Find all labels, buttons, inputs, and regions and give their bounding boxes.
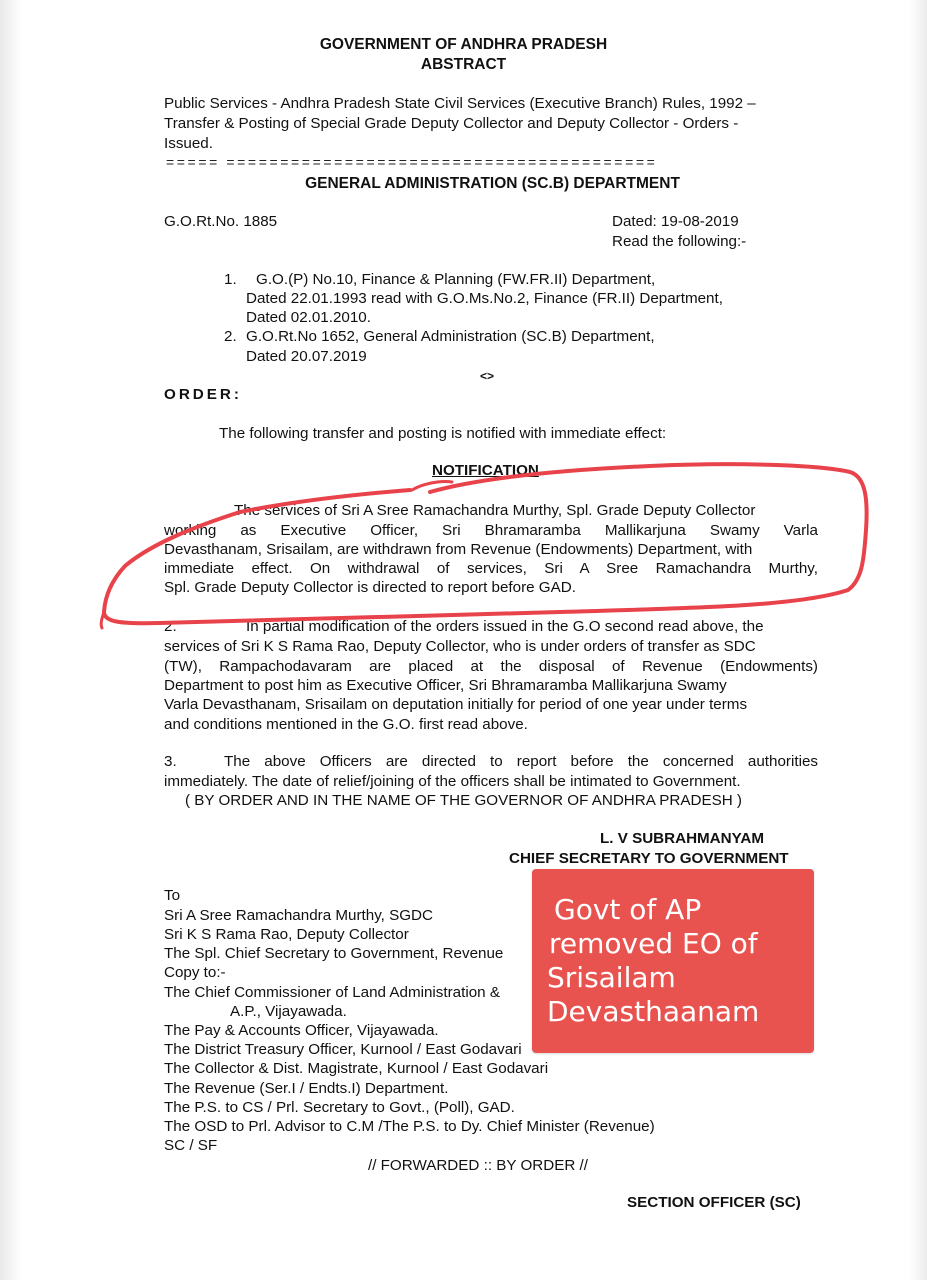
- copy-recipient-8: SC / SF: [164, 1137, 218, 1154]
- subject-line-1: Public Services - Andhra Pradesh State Civil Services (Executive Branch) Rules, 1992 –: [164, 95, 756, 112]
- para3-line-2: immediately. The date of relief/joining of the officers shall be intimated to Government.: [164, 773, 741, 790]
- go-date: Dated: 19-08-2019: [612, 213, 739, 230]
- order-intro: The following transfer and posting is notified with immediate effect:: [219, 425, 667, 442]
- para2-line-1: In partial modification of the orders issued in the G.O second read above, the: [246, 618, 764, 635]
- copy-recipient-6: The P.S. to CS / Prl. Secretary to Govt., (Poll), GAD.: [164, 1099, 515, 1116]
- subject-line-2: Transfer & Posting of Special Grade Deputy Collector and Deputy Collector - Orders -: [164, 115, 739, 132]
- forwarded-line: // FORWARDED :: BY ORDER //: [368, 1157, 588, 1174]
- para1-line-3: Devasthanam, Srisailam, are withdrawn from Revenue (Endowments) Department, with: [164, 541, 753, 558]
- para2-line-3: (TW), Rampachodavaram are placed at the disposal of Revenue (Endowments): [164, 658, 818, 675]
- to-recipient-3: The Spl. Chief Secretary to Government, Revenue: [164, 945, 504, 962]
- para2-line-6: and conditions mentioned in the G.O. first read above.: [164, 716, 528, 733]
- annotation-stamp: [532, 869, 814, 1053]
- subject-line-3: Issued.: [164, 135, 213, 152]
- para3-line-1: The above Officers are directed to report before the concerned authorities: [224, 753, 818, 770]
- annotation-line-1: Govt of AP: [554, 893, 702, 926]
- reference-1-number: 1.: [224, 271, 237, 288]
- para1-line-2: working as Executive Officer, Sri Bhramaramba Mallikarjuna Swamy Varla: [164, 522, 818, 539]
- reference-2-number: 2.: [224, 328, 237, 345]
- copy-to-label: Copy to:-: [164, 964, 226, 981]
- para3-number: 3.: [164, 753, 177, 770]
- reference-1-line-2: Dated 22.01.1993 read with G.O.Ms.No.2, Finance (FR.II) Department,: [246, 290, 723, 307]
- abstract-title: ABSTRACT: [420, 56, 507, 73]
- section-officer: SECTION OFFICER (SC): [627, 1194, 801, 1211]
- by-order-line: ( BY ORDER AND IN THE NAME OF THE GOVERNOR OF ANDHRA PRADESH ): [185, 792, 742, 809]
- read-following-label: Read the following:-: [612, 233, 747, 250]
- government-title: GOVERNMENT OF ANDHRA PRADESH: [319, 36, 608, 53]
- reference-2-line-1: G.O.Rt.No 1652, General Administration (SC.B) Department,: [246, 328, 655, 345]
- para1-line-1: The services of Sri A Sree Ramachandra Murthy, Spl. Grade Deputy Collector: [234, 502, 756, 519]
- reference-1-line-3: Dated 02.01.2010.: [246, 309, 371, 326]
- para1-line-5: Spl. Grade Deputy Collector is directed to report before GAD.: [164, 579, 576, 596]
- copy-recipient-1-continued: A.P., Vijayawada.: [230, 1003, 347, 1020]
- reference-2-line-2: Dated 20.07.2019: [246, 348, 367, 365]
- copy-recipient-7: The OSD to Prl. Advisor to C.M /The P.S. to Dy. Chief Minister (Revenue): [164, 1118, 655, 1135]
- to-recipient-1: Sri A Sree Ramachandra Murthy, SGDC: [164, 907, 433, 924]
- copy-recipient-2: The Pay & Accounts Officer, Vijayawada.: [164, 1022, 439, 1039]
- copy-recipient-1: The Chief Commissioner of Land Administration &: [164, 984, 500, 1001]
- para2-line-4: Department to post him as Executive Officer, Sri Bhramaramba Mallikarjuna Swamy: [164, 677, 727, 694]
- reference-1-line-1: G.O.(P) No.10, Finance & Planning (FW.FR.II) Department,: [256, 271, 656, 288]
- para2-line-2: services of Sri K S Rama Rao, Deputy Collector, who is under orders of transfer as SDC: [164, 638, 756, 655]
- to-label: To: [164, 887, 181, 904]
- annotation-line-2: removed EO of: [549, 927, 758, 960]
- copy-recipient-3: The District Treasury Officer, Kurnool / East Godavari: [164, 1041, 522, 1058]
- annotation-line-3: Srisailam: [547, 961, 676, 994]
- para1-line-4: immediate effect. On withdrawal of services, Sri A Sree Ramachandra Murthy,: [164, 560, 818, 577]
- para2-line-5: Varla Devasthanam, Srisailam on deputation initially for period of one year under terms: [164, 696, 748, 713]
- to-recipient-2: Sri K S Rama Rao, Deputy Collector: [164, 926, 409, 943]
- separator-line: ===== ========================================: [166, 154, 658, 170]
- divider-mark: <>: [480, 369, 495, 383]
- copy-recipient-5: The Revenue (Ser.I / Endts.I) Department.: [164, 1080, 449, 1097]
- order-heading: ORDER:: [164, 386, 242, 403]
- notification-heading: NOTIFICATION: [432, 462, 539, 479]
- copy-recipient-4: The Collector & Dist. Magistrate, Kurnool / East Godavari: [164, 1060, 549, 1077]
- signatory-title: CHIEF SECRETARY TO GOVERNMENT: [509, 850, 789, 867]
- annotation-line-4: Devasthaanam: [547, 995, 760, 1028]
- signatory-name: L. V SUBRAHMANYAM: [600, 830, 764, 847]
- go-number: G.O.Rt.No. 1885: [164, 213, 278, 230]
- department-title: GENERAL ADMINISTRATION (SC.B) DEPARTMENT: [305, 175, 680, 192]
- para2-number: 2.: [164, 618, 177, 635]
